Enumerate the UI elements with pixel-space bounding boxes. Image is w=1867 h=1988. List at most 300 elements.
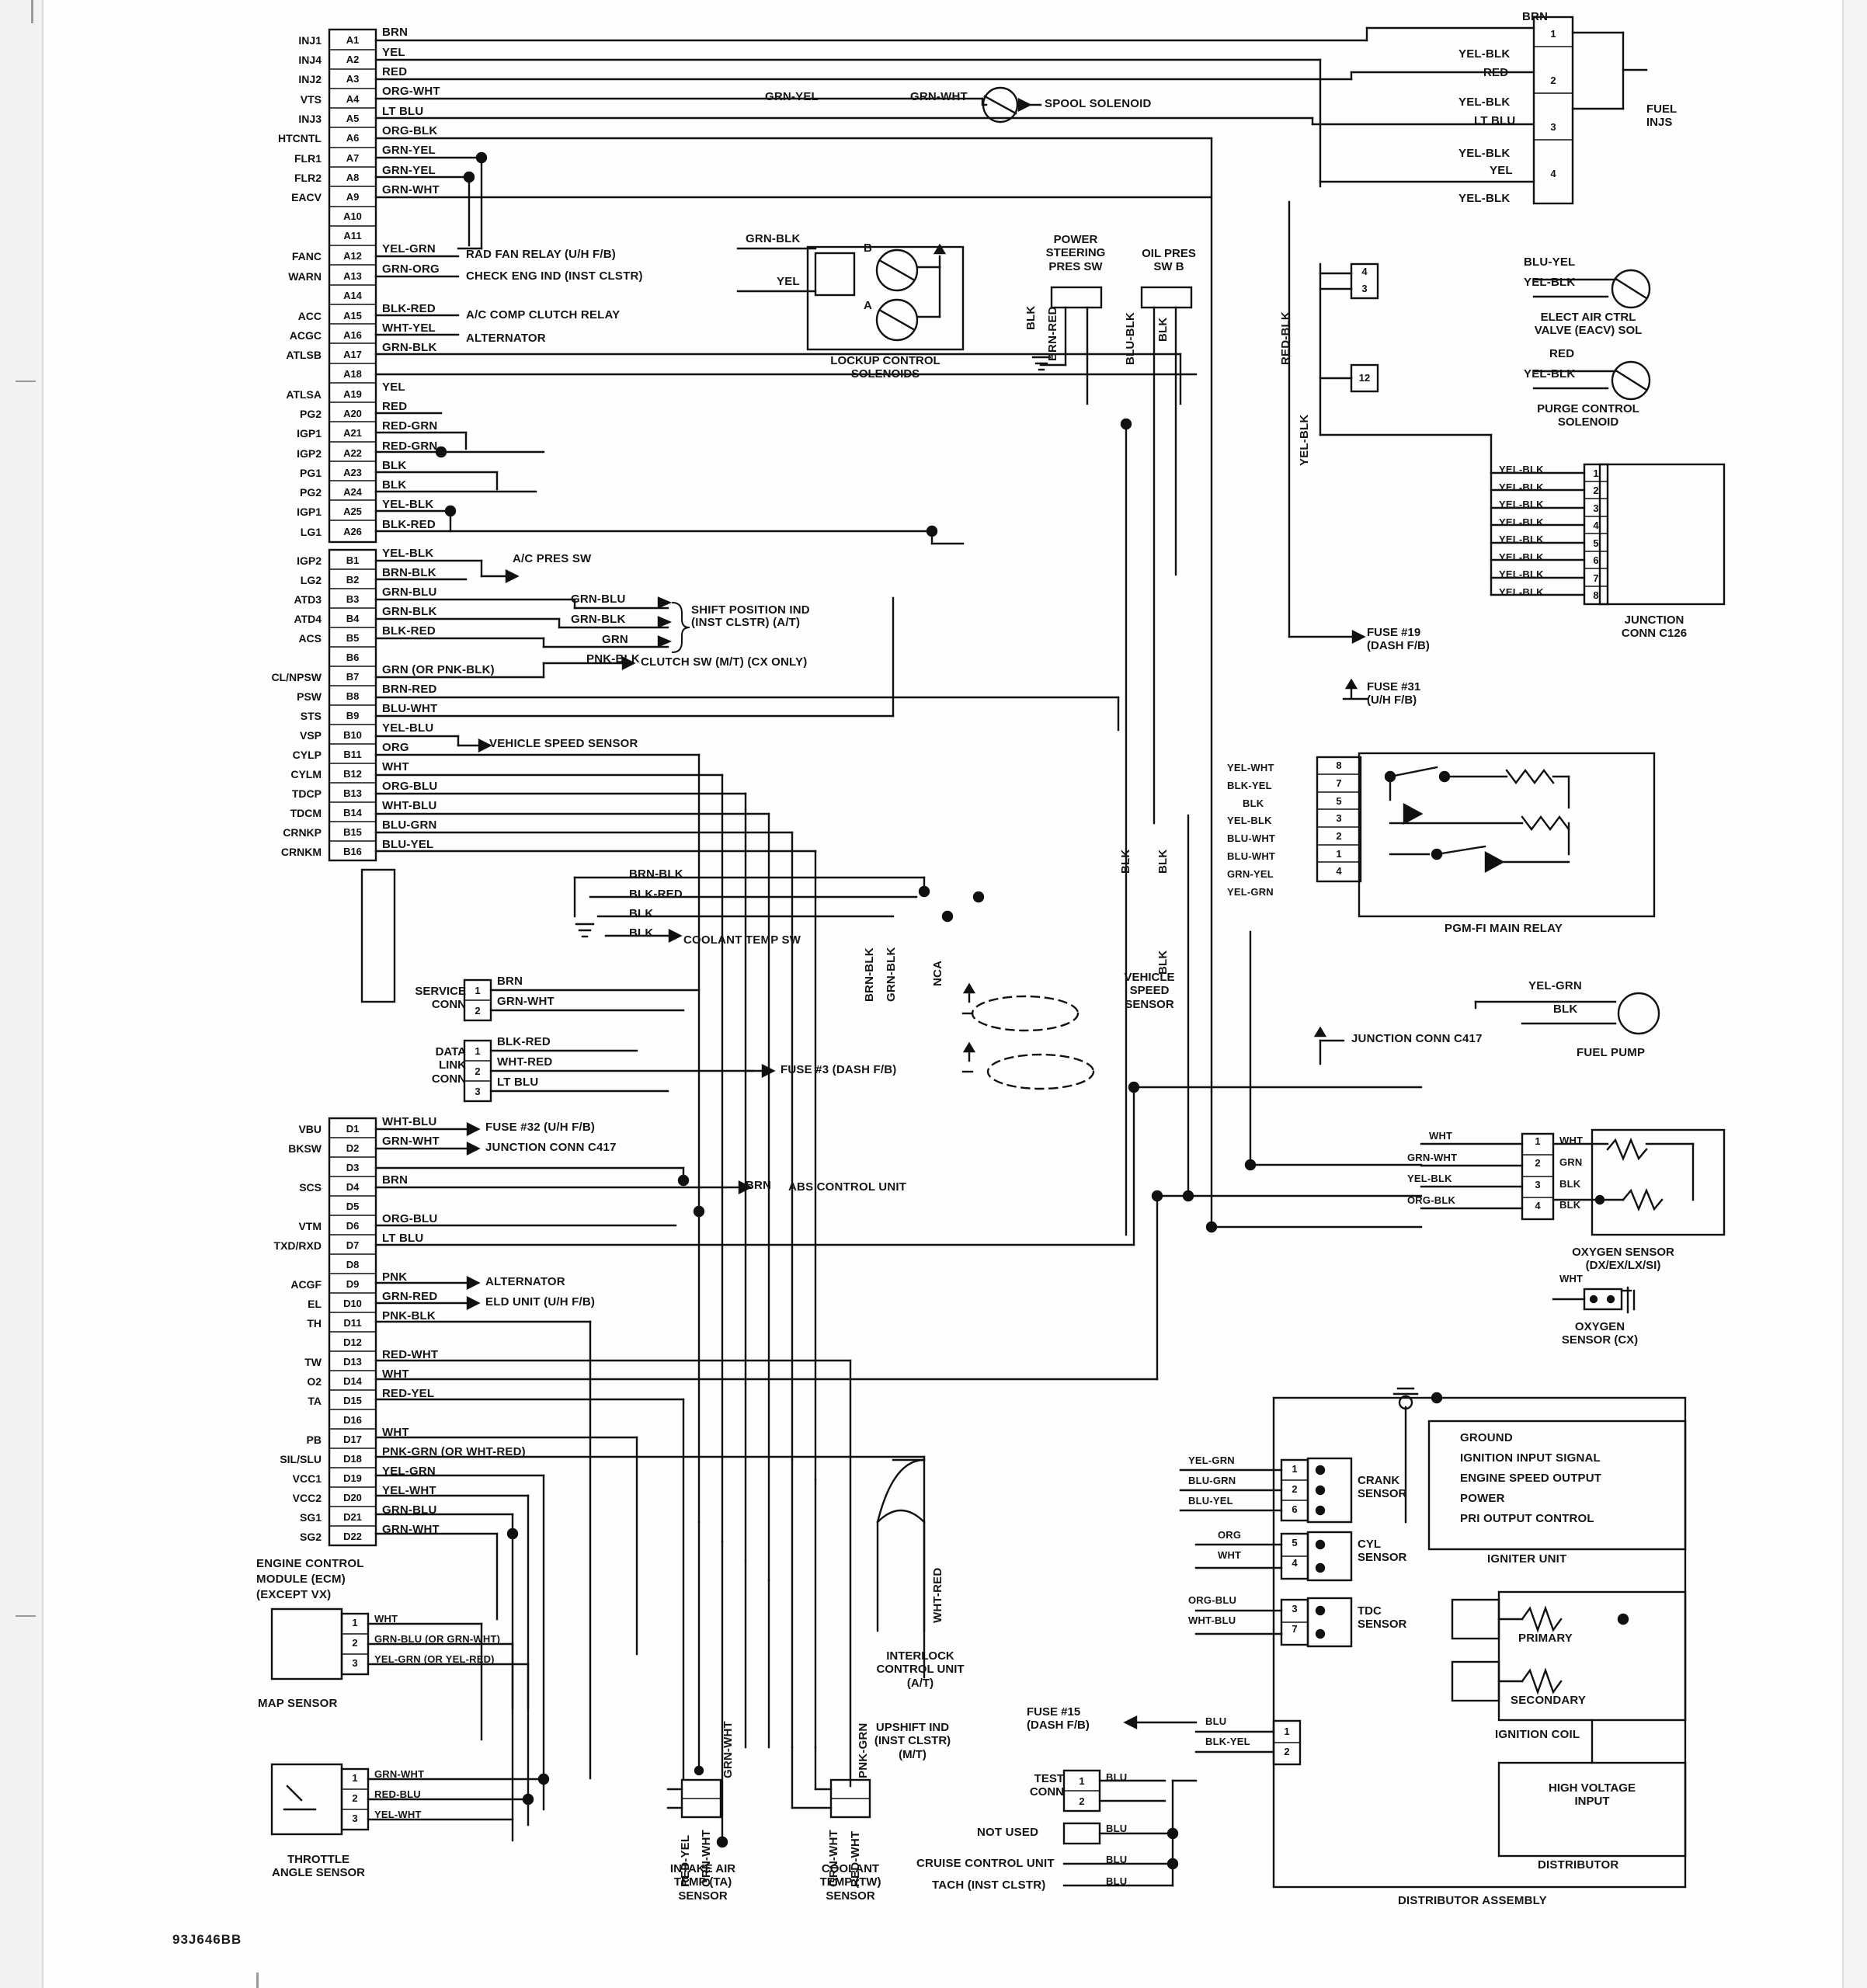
ecm-pin-d16: D16 [343, 1414, 362, 1426]
fuel-injs-label [1646, 103, 1716, 130]
junction-conn-c417-left-label: JUNCTION CONN C417 [485, 1141, 617, 1154]
ecm-pin-label-a25: IGP1 [297, 506, 322, 518]
test-pin-2: 2 [1079, 1795, 1085, 1807]
o2-pin-3: 3 [1535, 1179, 1541, 1190]
ecm-pin-d21: D21 [343, 1511, 362, 1523]
ecm-pin-label-a5: INJ3 [298, 113, 322, 125]
tas-pin-1: 1 [352, 1772, 358, 1784]
wire-crank-yel-grn: YEL-GRN [1188, 1455, 1235, 1466]
wire-d17: WHT [382, 1426, 409, 1439]
ecm-pin-d19: D19 [343, 1472, 362, 1484]
wire-b10: YEL-BLU [382, 721, 434, 735]
jc126-line1: JUNCTION [1624, 613, 1684, 627]
cts-line1: COOLANT [821, 1862, 880, 1875]
jc-c126-pin-7: 7 [1593, 572, 1599, 584]
ecm-pin-label-b14: TDCM [290, 807, 322, 819]
ecm-pin-d10: D10 [343, 1298, 362, 1309]
wire-vert-red-wht: RED-WHT [849, 1830, 862, 1887]
wire-coolant-sw-blk1: BLK [629, 907, 654, 920]
fuse-32-label: FUSE #32 (U/H F/B) [485, 1121, 596, 1134]
eld-unit-label: ELD UNIT (U/H F/B) [485, 1295, 596, 1309]
ecm-pin-a10: A10 [343, 210, 362, 222]
ecm-pin-d12: D12 [343, 1336, 362, 1348]
wire-notused-blu: BLU [1106, 1823, 1128, 1834]
ecm-pin-b14: B14 [343, 807, 362, 818]
ecm-pin-label-a20: PG2 [299, 408, 322, 420]
wire-d1: WHT-BLU [382, 1115, 437, 1128]
wire-a24: BLK [382, 478, 407, 492]
wire-a7: GRN-YEL [382, 144, 436, 157]
check-eng-ind-label: CHECK ENG IND (INST CLSTR) [466, 269, 643, 283]
hvi-line2: INPUT [1574, 1795, 1610, 1809]
ecm-pin-label-b3: ATD3 [294, 593, 322, 606]
ecm-pin-a21: A21 [343, 427, 362, 439]
wire-a16: WHT-YEL [382, 321, 436, 335]
ecm-pin-label-b2: LG2 [300, 574, 322, 586]
wire-b14: WHT-BLU [382, 799, 437, 812]
junction-conn-c126-label [1584, 613, 1724, 641]
dlc-pin-3: 3 [475, 1086, 481, 1097]
crank-pin-2: 2 [1292, 1483, 1298, 1495]
ecm-pin-a16: A16 [343, 329, 362, 341]
upshift-ind-label [839, 1721, 986, 1761]
ecm-pin-b4: B4 [346, 613, 360, 624]
lockup-control-solenoids-label [808, 354, 963, 381]
ecm-pin-label-a3: INJ2 [298, 73, 322, 85]
ecm-pin-d7: D7 [346, 1239, 360, 1251]
fuel-inj-pin-2: 2 [1550, 75, 1556, 86]
ecm-pin-d15: D15 [343, 1395, 362, 1406]
iat-line2: TEMP (TA) [673, 1875, 732, 1889]
shift-position-ind-line2: (INST CLSTR) (A/T) [691, 615, 801, 629]
fuse-3-label: FUSE #3 (DASH F/B) [781, 1063, 897, 1076]
ecm-pin-b3: B3 [346, 593, 360, 605]
oil-line1: OIL PRES [1142, 247, 1196, 260]
lockup-line1: LOCKUP CONTROL [830, 354, 940, 367]
ecm-pin-label-d17: PB [306, 1434, 322, 1446]
ecm-pin-d6: D6 [346, 1220, 360, 1232]
ecm-pin-label-a9: EACV [291, 191, 322, 203]
ecm-pin-label-d15: TA [308, 1395, 322, 1407]
alternator-d9-label: ALTERNATOR [485, 1275, 565, 1288]
ecm-pin-label-a7: FLR1 [294, 152, 322, 165]
tdc-pin-3: 3 [1292, 1603, 1298, 1614]
wire-yel-blk-vert: YEL-BLK [1298, 414, 1311, 466]
wire-vert-blk-c: BLK [1156, 950, 1170, 975]
fuse15-line2: (DASH F/B) [1027, 1719, 1090, 1733]
wire-b8: BRN-RED [382, 683, 437, 696]
wire-relay-blu-wht2: BLU-WHT [1227, 850, 1276, 862]
wire-tach-blu: BLU [1106, 1875, 1128, 1887]
ecm-pin-d17: D17 [343, 1434, 362, 1445]
crank-pin-6: 6 [1292, 1503, 1298, 1515]
wire-oil-blk: BLK [1156, 317, 1170, 342]
ecm-pin-label-a2: INJ4 [298, 54, 322, 66]
ecm-pin-d2: D2 [346, 1142, 360, 1154]
fuel-pump-label: FUEL PUMP [1577, 1046, 1646, 1059]
wire-tas-yel-wht: YEL-WHT [374, 1809, 422, 1820]
tas-line1: THROTTLE [287, 1853, 349, 1866]
shift-position-ind-line1: SHIFT POSITION IND [691, 603, 810, 617]
wire-coolant-sw-brn-blk: BRN-BLK [629, 867, 683, 881]
ecm-pin-a7: A7 [346, 152, 360, 164]
dlc-line1: DATA [435, 1045, 466, 1058]
oxygen-sensor-main-label [1507, 1246, 1740, 1273]
wire-fuel-inj-ylb2: YEL-BLK [1458, 96, 1511, 109]
ps-line3: PRES SW [1048, 259, 1103, 273]
fuel-inj-pin-3: 3 [1550, 121, 1556, 133]
wire-b15: BLU-GRN [382, 818, 437, 832]
upshift-line3: (M/T) [899, 1747, 927, 1761]
jc-c126-pin-2: 2 [1593, 485, 1599, 496]
ecm-pin-d8: D8 [346, 1259, 360, 1270]
fuse31-line2: (U/H F/B) [1367, 693, 1417, 707]
jc-c126-pin-8: 8 [1593, 589, 1599, 601]
wire-shift-grn-blk: GRN-BLK [571, 613, 626, 626]
wire-a15: BLK-RED [382, 302, 436, 315]
lockup-terminal-a: A [864, 299, 873, 312]
wire-relay-blk: BLK [1243, 798, 1264, 809]
ecm-title-line1: ENGINE CONTROL [256, 1557, 364, 1570]
ecm-pin-label-d21: SG1 [299, 1511, 322, 1524]
ecm-pin-d4: D4 [346, 1181, 360, 1193]
wire-a12: YEL-GRN [382, 242, 436, 255]
wire-dlc-wht-red: WHT-RED [497, 1055, 553, 1069]
crank-line1: CRANK [1358, 1474, 1400, 1487]
iat-line3: SENSOR [678, 1889, 728, 1903]
wire-abs-brn: BRN [746, 1179, 772, 1192]
wire-fuel-inj-1: BRN [1522, 10, 1549, 23]
wire-dlc-lt-blu: LT BLU [497, 1076, 539, 1089]
wire-lockup-top: GRN-BLK [746, 232, 801, 245]
cyl-line2: SENSOR [1358, 1551, 1407, 1565]
wire-d20: YEL-WHT [382, 1484, 436, 1497]
ecm-pin-a1: A1 [346, 34, 360, 46]
wire-d11: PNK-BLK [382, 1309, 436, 1322]
ecm-pin-label-a6: HTCNTL [278, 132, 322, 144]
ecm-pin-b16: B16 [343, 846, 362, 857]
ecm-pin-label-b10: VSP [299, 729, 322, 742]
oil-pres-sw-b-label [1118, 247, 1219, 274]
ecm-pin-label-a17: ATLSB [286, 349, 322, 361]
primary-label: PRIMARY [1518, 1632, 1573, 1645]
ecm-pin-a3: A3 [346, 73, 360, 85]
relay-pin-1: 1 [1336, 848, 1342, 860]
vehicle-speed-sensor-mid-label [1095, 971, 1204, 1011]
wire-vert-brn-blk: BRN-BLK [863, 947, 876, 1002]
dlc-pin-2: 2 [475, 1065, 481, 1077]
ecm-pin-label-a4: VTS [300, 93, 322, 106]
wire-d14: WHT [382, 1368, 409, 1381]
ecm-pin-label-b11: CYLP [292, 749, 322, 761]
ecm-pin-label-b12: CYLM [290, 768, 322, 780]
junction-conn-c417-right-label: JUNCTION CONN C417 [1351, 1032, 1483, 1045]
conn-num-4: 4 [1361, 266, 1368, 277]
intake-air-temp-sensor-label [629, 1862, 777, 1903]
purge-control-solenoid-label [1499, 402, 1678, 429]
ecm-pin-label-b16: CRNKM [280, 846, 322, 858]
ecm-pin-b13: B13 [343, 787, 362, 799]
jc-c126-pin-5: 5 [1593, 537, 1599, 549]
footer-code: 93J646BB [172, 1932, 242, 1947]
interlock-control-unit-label [847, 1649, 994, 1690]
wire-jc-5: YEL-BLK [1499, 533, 1544, 545]
fuse-19-label [1367, 626, 1499, 653]
wire-relay-blk-yel: BLK-YEL [1227, 780, 1272, 791]
ecm-pin-label-a8: FLR2 [294, 172, 322, 184]
ecm-pin-d1: D1 [346, 1123, 360, 1135]
eacv-line2: VALVE (EACV) SOL [1534, 324, 1643, 338]
abs-control-unit-label: ABS CONTROL UNIT [788, 1180, 907, 1194]
ecm-title-line2: MODULE (ECM) [256, 1573, 346, 1586]
wire-spool-left: GRN-YEL [765, 90, 819, 103]
wire-b16: BLU-YEL [382, 838, 434, 851]
fuse15-line1: FUSE #15 [1027, 1705, 1081, 1719]
tas-line2: ANGLE SENSOR [271, 1866, 365, 1880]
fuel-injs-line2: INJS [1646, 116, 1673, 130]
wire-ign-blk-yel: BLK-YEL [1205, 1736, 1250, 1747]
alternator-a16-label: ALTERNATOR [466, 332, 546, 345]
wire-map-yel-grn: YEL-GRN (OR YEL-RED) [374, 1653, 495, 1665]
ecm-pin-d5: D5 [346, 1201, 360, 1212]
ecm-pin-d18: D18 [343, 1453, 362, 1465]
wire-tdc-org-blu: ORG-BLU [1188, 1594, 1237, 1606]
wire-o2-org-blk: ORG-BLK [1407, 1194, 1456, 1206]
wire-a13: GRN-ORG [382, 262, 440, 276]
purge-line2: SOLENOID [1557, 415, 1619, 429]
ecm-pin-label-a23: PG1 [299, 467, 322, 479]
ecm-pin-b11: B11 [343, 749, 362, 760]
wire-d4: BRN [382, 1173, 409, 1187]
wire-d2: GRN-WHT [382, 1135, 440, 1148]
tach-label: TACH (INST CLSTR) [932, 1879, 1046, 1892]
wire-o2-grn: GRN [1559, 1156, 1583, 1168]
igniter-line-engine-speed: ENGINE SPEED OUTPUT [1460, 1472, 1602, 1485]
ecm-pin-d9: D9 [346, 1278, 360, 1290]
ecm-pin-a25: A25 [343, 506, 362, 517]
wire-b4: GRN-BLK [382, 605, 437, 618]
map-pin-1: 1 [352, 1617, 358, 1628]
ecm-pin-a18: A18 [343, 368, 362, 380]
wire-a8: GRN-YEL [382, 164, 436, 177]
test-conn-label [986, 1772, 1064, 1799]
ecm-pin-b7: B7 [346, 671, 360, 683]
ecm-pin-b12: B12 [343, 768, 362, 780]
ecm-pin-a13: A13 [343, 270, 362, 282]
wire-a4: ORG-WHT [382, 85, 440, 98]
wire-b11: ORG [382, 741, 409, 754]
wire-o2-yel-blk: YEL-BLK [1407, 1173, 1452, 1184]
wire-b3: GRN-BLU [382, 586, 437, 599]
ecm-pin-label-b9: STS [300, 710, 322, 722]
spool-solenoid-label: SPOOL SOLENOID [1045, 97, 1152, 110]
o2-pin-1: 1 [1535, 1135, 1541, 1147]
wire-fuel-inj-yel: YEL [1490, 164, 1513, 177]
not-used-label: NOT USED [977, 1826, 1039, 1839]
tdc-sensor-label [1358, 1604, 1443, 1632]
rad-fan-relay-label: RAD FAN RELAY (U/H F/B) [466, 248, 616, 261]
ecm-pin-label-d11: TH [307, 1317, 322, 1329]
wire-a2: YEL [382, 46, 405, 59]
wire-jc-3: YEL-BLK [1499, 499, 1544, 510]
wire-a25: YEL-BLK [382, 498, 434, 511]
wire-d9: PNK [382, 1270, 408, 1284]
wire-jc-1: YEL-BLK [1499, 464, 1544, 475]
ecm-pin-a17: A17 [343, 349, 362, 360]
ps-line1: POWER [1053, 233, 1098, 246]
ecm-pin-b2: B2 [346, 574, 360, 586]
tdc-line2: SENSOR [1358, 1618, 1407, 1632]
wire-clutch-pnk-blk: PNK-BLK [586, 652, 640, 666]
wire-purge-red: RED [1549, 347, 1575, 360]
cruise-control-unit-label: CRUISE CONTROL UNIT [916, 1857, 1055, 1870]
ecm-pin-label-d9: ACGF [290, 1278, 322, 1291]
wire-a5: LT BLU [382, 105, 424, 118]
ecm-pin-label-a13: WARN [288, 270, 322, 283]
wire-fuel-inj-red: RED [1483, 66, 1509, 79]
o2-cx-line2: SENSOR (CX) [1561, 1333, 1639, 1347]
test-line1: TEST [1034, 1772, 1064, 1785]
ecm-pin-label-a26: LG1 [300, 526, 322, 538]
wire-jc-4: YEL-BLK [1499, 516, 1544, 528]
service-conn-pin-1: 1 [475, 985, 481, 996]
ecm-pin-a5: A5 [346, 113, 360, 124]
ecm-pin-a2: A2 [346, 54, 360, 65]
wire-tdc-wht-blu: WHT-BLU [1188, 1614, 1236, 1626]
wire-o2-wht-in: WHT [1429, 1130, 1453, 1142]
ecm-pin-label-b13: TDCP [291, 787, 322, 800]
ecm-pin-b6: B6 [346, 652, 360, 663]
wire-relay-yel-wht: YEL-WHT [1227, 762, 1274, 773]
distributor-assembly-label: DISTRIBUTOR ASSEMBLY [1398, 1894, 1547, 1907]
wire-crank-blu-yel: BLU-YEL [1188, 1495, 1233, 1507]
ecm-pin-a26: A26 [343, 526, 362, 537]
oxygen-sensor-cx-label [1522, 1320, 1678, 1347]
ecm-pin-label-b4: ATD4 [294, 613, 322, 625]
dlc-pin-1: 1 [475, 1045, 481, 1057]
coolant-temp-sw-label: COOLANT TEMP SW [683, 933, 801, 947]
ecm-pin-d11: D11 [343, 1317, 362, 1329]
wire-oil-blu-blk: BLU-BLK [1124, 311, 1137, 365]
ecm-pin-label-d4: SCS [299, 1181, 322, 1194]
map-sensor-label: MAP SENSOR [258, 1697, 338, 1710]
fuse19-line1: FUSE #19 [1367, 626, 1421, 639]
cyl-sensor-label [1358, 1538, 1443, 1565]
icu-line2: CONTROL UNIT [876, 1663, 965, 1677]
lockup-terminal-b: B [864, 242, 873, 255]
wire-b9: BLU-WHT [382, 702, 438, 715]
wire-d19: YEL-GRN [382, 1465, 436, 1478]
tas-pin-3: 3 [352, 1812, 358, 1824]
wire-a26: BLK-RED [382, 518, 436, 531]
wire-fuel-inj-ltblu: LT BLU [1474, 114, 1516, 127]
wire-tas-grn-wht: GRN-WHT [374, 1768, 425, 1780]
wire-a23: BLK [382, 459, 407, 472]
coolant-temp-sensor-label [784, 1862, 916, 1903]
vehicle-speed-sensor-left-label: VEHICLE SPEED SENSOR [489, 737, 638, 750]
ecm-pin-b9: B9 [346, 710, 360, 721]
wire-purge-yel-blk: YEL-BLK [1524, 367, 1576, 381]
ecm-pin-a4: A4 [346, 93, 360, 105]
distributor-label: DISTRIBUTOR [1538, 1858, 1619, 1872]
cyl-pin-5: 5 [1292, 1537, 1298, 1548]
wire-relay-grn-yel: GRN-YEL [1227, 868, 1274, 880]
ecm-pin-label-a21: IGP1 [297, 427, 322, 440]
wire-eacv-blu-yel: BLU-YEL [1524, 255, 1576, 269]
ecm-pin-label-b1: IGP2 [297, 554, 322, 567]
relay-pin-4: 4 [1336, 865, 1342, 877]
ecm-pin-b1: B1 [346, 554, 360, 566]
cyl-pin-4: 4 [1292, 1557, 1298, 1569]
ecm-pin-a24: A24 [343, 486, 362, 498]
wire-red-blk-vert: RED-BLK [1279, 311, 1292, 365]
wire-a3: RED [382, 65, 408, 78]
ecm-pin-a20: A20 [343, 408, 362, 419]
tdc-line1: TDC [1358, 1604, 1382, 1618]
ecm-title-line3: (EXCEPT VX) [256, 1588, 332, 1601]
service-line2: CONN [431, 998, 466, 1012]
igniter-line-pri-output: PRI OUTPUT CONTROL [1460, 1512, 1594, 1525]
relay-pin-5: 5 [1336, 795, 1342, 807]
ecm-pin-label-a1: INJ1 [298, 34, 322, 47]
ecm-pin-d13: D13 [343, 1356, 362, 1368]
relay-pin-3: 3 [1336, 812, 1342, 824]
wire-pump-blk: BLK [1553, 1003, 1578, 1016]
wire-vert-grn-wht2: GRN-WHT [700, 1830, 713, 1887]
ecm-pin-a15: A15 [343, 310, 362, 321]
fuel-inj-pin-1: 1 [1550, 28, 1556, 40]
icu-line3: (A/T) [906, 1676, 934, 1690]
wire-fuel-inj-ylb4: YEL-BLK [1458, 192, 1511, 205]
wire-a19: YEL [382, 381, 405, 394]
service-line1: SERVICE [415, 985, 466, 998]
crank-sensor-label [1358, 1474, 1443, 1501]
wire-d13: RED-WHT [382, 1348, 439, 1361]
ecm-pin-label-d18: SIL/SLU [280, 1453, 322, 1465]
service-conn-pin-2: 2 [475, 1005, 481, 1017]
wire-b2: BRN-BLK [382, 566, 436, 579]
dlc-line2: LINK [439, 1058, 466, 1072]
wire-lockup-bottom: YEL [777, 275, 800, 288]
cts-line2: TEMP (TW) [819, 1875, 881, 1889]
ecm-pin-label-d7: TXD/RXD [273, 1239, 322, 1252]
secondary-label: SECONDARY [1511, 1694, 1587, 1707]
wire-b12: WHT [382, 760, 409, 773]
ecm-pin-label-d14: O2 [307, 1375, 322, 1388]
jc-c126-pin-1: 1 [1593, 467, 1599, 479]
purge-line1: PURGE CONTROL [1537, 402, 1639, 415]
wire-tas-red-blu: RED-BLU [374, 1788, 421, 1800]
wire-a6: ORG-BLK [382, 124, 438, 137]
wire-d18: PNK-GRN (OR WHT-RED) [382, 1445, 526, 1458]
wire-jc-2: YEL-BLK [1499, 481, 1544, 493]
ecm-pin-b8: B8 [346, 690, 360, 702]
jc-c126-pin-6: 6 [1593, 554, 1599, 566]
ecm-pin-label-a24: PG2 [299, 486, 322, 499]
iat-line1: INTAKE AIR [669, 1862, 736, 1875]
wire-vert-grn-blk: GRN-BLK [885, 947, 898, 1002]
power-steering-pres-sw-label [1017, 233, 1134, 273]
fuse31-line1: FUSE #31 [1367, 680, 1421, 693]
wire-d6: ORG-BLU [382, 1212, 438, 1225]
ecm-pin-a6: A6 [346, 132, 360, 144]
ecm-pin-d20: D20 [343, 1492, 362, 1503]
ecm-pin-label-a16: ACGC [289, 329, 322, 342]
wire-fuel-inj-ylb3: YEL-BLK [1458, 147, 1511, 160]
service-conn-label [381, 985, 466, 1012]
ecm-pin-a12: A12 [343, 250, 362, 262]
jc-c126-pin-4: 4 [1593, 520, 1599, 531]
